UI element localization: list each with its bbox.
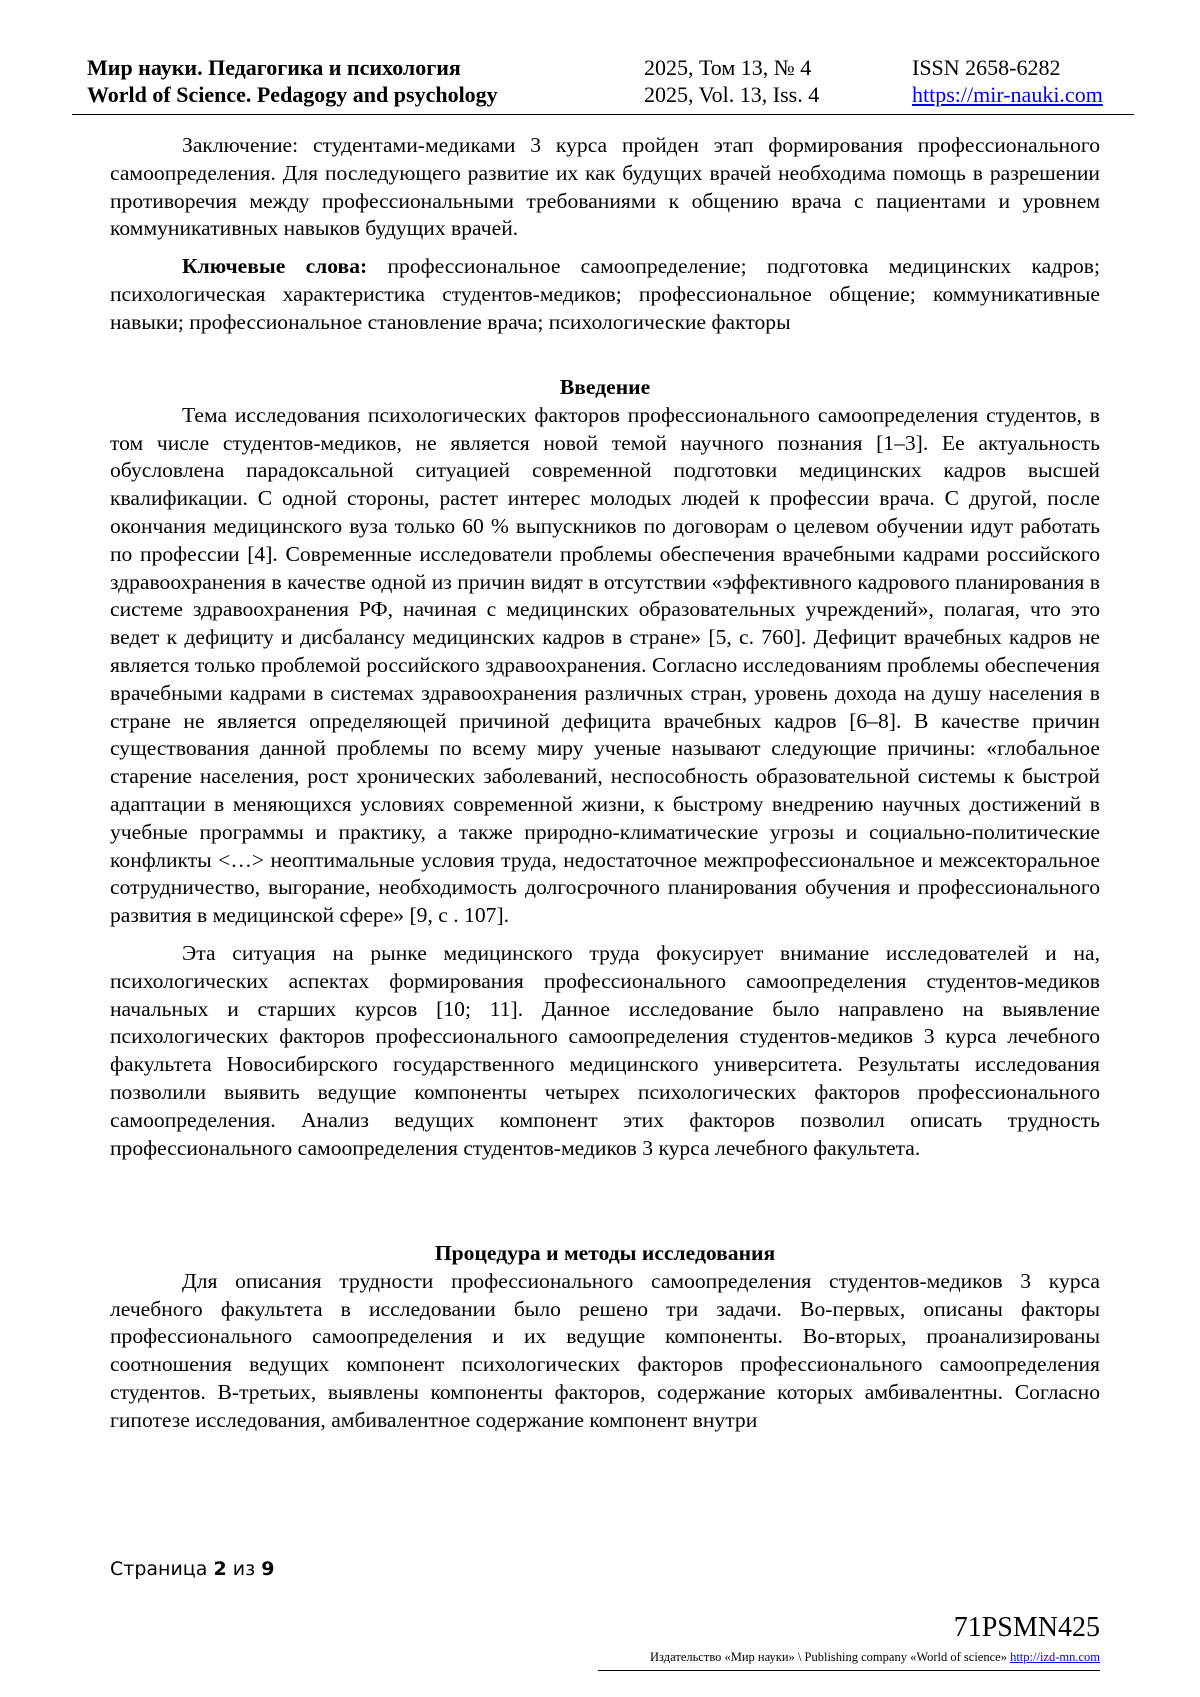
journal-link[interactable]: https://mir-nauki.com (912, 82, 1103, 107)
publisher-line (650, 1650, 1100, 1665)
footer-rule (598, 1670, 1100, 1671)
page-number (110, 1558, 274, 1580)
publisher-name: Издательство «Мир науки» \ Publishing company «World of science» (650, 1650, 1007, 1664)
intro-heading: Введение (559, 375, 651, 399)
issn-block (912, 54, 1103, 108)
keywords-label: Ключевые слова: (182, 254, 368, 279)
intro-paragraph-2: Эта ситуация на рынке медицинского труда фокусирует внимание исследователей и на, психологических аспектах формирования профессионального самоопределения студентов-медиков начальных и старших курсов [10; 11]. Данное исследование было направлено на выявление психологических факторов профессионального самоопределения студентов-медиков 3 курса лечебного факультета Новосибирского государственного медицинского университета. Результаты исследования позволили выявить ведущие компоненты четырех психологических факторов профессионального самоопределения. Анализ ведущих компонент этих факторов позволил описать трудность профессионального самоопределения студентов-медиков 3 курса лечебного факультета. (110, 940, 1100, 1160)
page-label: Страница (110, 1558, 208, 1580)
journal-title-ru: Мир науки. Педагогика и психология (87, 55, 461, 80)
running-header (72, 54, 1134, 115)
abstract-section (110, 132, 1100, 347)
methods-section (110, 1240, 1100, 1445)
page-current: 2 (213, 1558, 227, 1580)
article-code: 71PSMN425 (953, 1612, 1100, 1643)
keywords-paragraph (110, 253, 1100, 336)
page-total: 9 (261, 1558, 275, 1580)
issue-info (644, 54, 819, 108)
intro-paragraph-1: Тема исследования психологических факторов профессионального самоопределения студентов, в том числе студентов-медиков, не является новой темой научного познания [1–3]. Ее актуальность обусловлена парадоксальной ситуацией современной подготовки медицинских кадров высшей квалификации. С одной стороны, растет интерес молодых людей к профессии врача. С другой, после окончания медицинского вуза только 60 % выпускников по договорам о целевом обучении идут работать по профессии [4]. Современные исследователи проблемы обеспечения врачебными кадрами российского здравоохранения в качестве одной из причин видят в отсутствии «эффективного кадрового планирования в системе здравоохранения РФ, начиная с медицинских образовательных учреждений», полагая, что это ведет к дефициту и дисбалансу медицинских кадров в стране» [5, с. 760]. Дефицит врачебных кадров не является только проблемой российского здравоохранения. Согласно исследованиям проблемы обеспечения врачебными кадрами в системах здравоохранения различных стран, уровень дохода на душу населения в стране не является определяющей причиной дефицита врачебных кадров [6–8]. В качестве причин существования данной проблемы по всему миру ученые называют следующие причины: «глобальное старение населения, рост хронических заболеваний, неспособность образовательной системы к быстрой адаптации в меняющихся условиях современной жизни, к быстрому внедрению научных достижений в учебные программы и практику, а также природно-климатические угрозы и социально-политические конфликты <…> неоптимальные условия труда, недостаточное межпрофессиональное и межсекторальное сотрудничество, выгорание, необходимость долгосрочного планирования обучения и профессионального развития в медицинской сфере» [9, с . 107]. (110, 402, 1100, 928)
intro-section (110, 374, 1100, 1172)
methods-paragraph-1: Для описания трудности профессионального самоопределения студентов-медиков 3 курса лечебного факультета в исследовании было решено три задачи. Во-первых, описаны факторы профессионального самоопределения и их ведущие компоненты. Во-вторых, проанализированы соотношения ведущих компонент психологических факторов профессионального самоопределения студентов. В-третьих, выявлены компоненты факторов, содержание которых амбивалентны. Согласно гипотезе исследования, амбивалентное содержание компонент внутри (110, 1268, 1100, 1432)
methods-heading: Процедура и методы исследования (434, 1241, 776, 1265)
page-of: из (232, 1558, 256, 1580)
abstract-conclusion: Заключение: студентами-медиками 3 курса пройден этап формирования профессионального самоопределения. Для последующего развитие их как будущих врачей необходима помощь в разрешении противоречия между профессиональными требованиями к общению врача с пациентами и уровнем коммуникативных навыков будущих врачей. (110, 133, 1100, 241)
issue-ru: 2025, Том 13, № 4 (644, 55, 812, 80)
issn: ISSN 2658-6282 (912, 55, 1061, 80)
publisher-link[interactable]: http://izd-mn.com (1010, 1650, 1100, 1664)
journal-title (87, 54, 498, 108)
journal-title-en: World of Science. Pedagogy and psychology (87, 82, 498, 107)
issue-en: 2025, Vol. 13, Iss. 4 (644, 82, 820, 107)
keywords-text: профессиональное самоопределение; подготовка медицинских кадров; психологическая характеристика студентов-медиков; профессиональное общение; коммуникативные навыки; профессиональное становление врача; психологические факторы (110, 254, 1101, 334)
